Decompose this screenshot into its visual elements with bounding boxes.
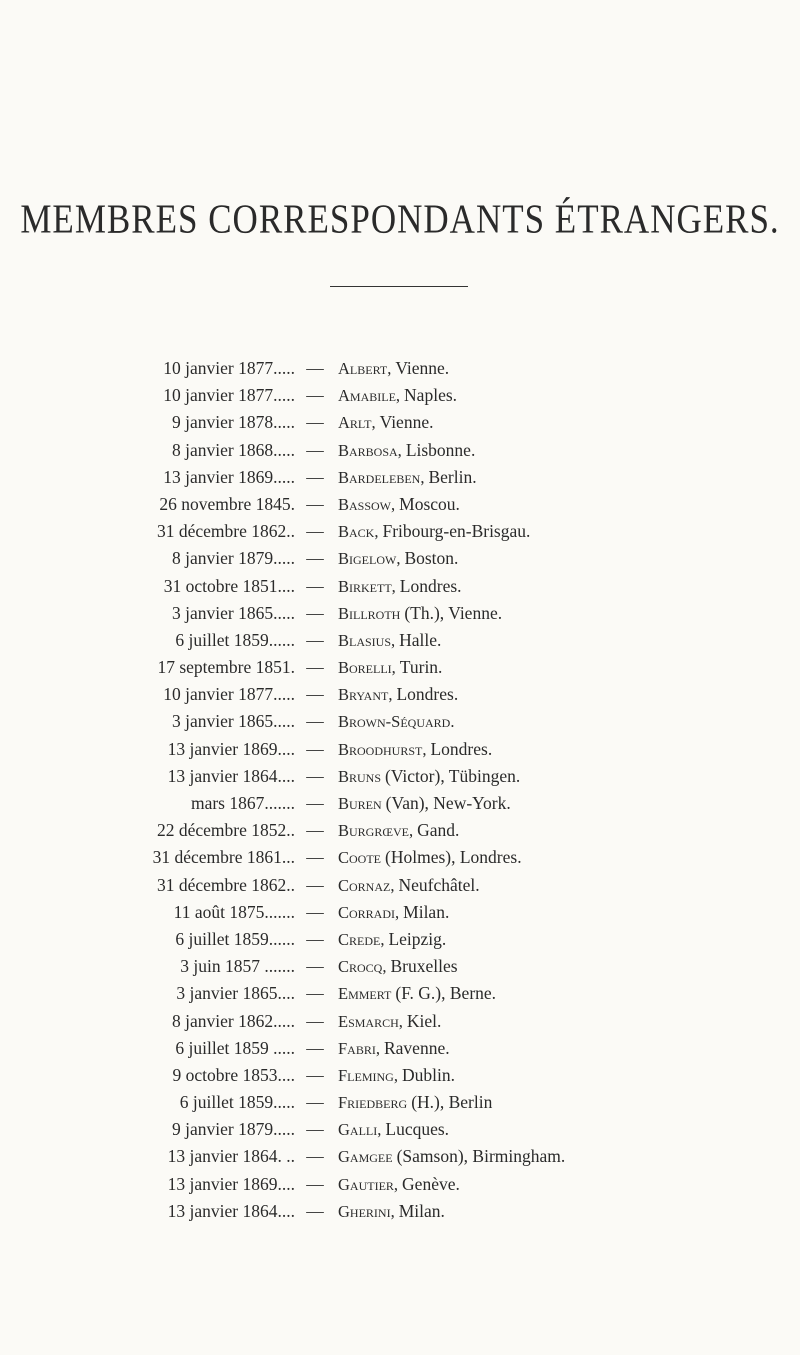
member-name: Billroth	[338, 603, 401, 623]
member-name: Crocq,	[338, 957, 387, 977]
member-entry	[0, 926, 800, 953]
entry-member	[338, 654, 442, 681]
member-entry	[0, 382, 800, 409]
entry-date: 22 décembre 1852..	[156, 820, 295, 841]
entry-dash: —	[306, 765, 324, 786]
entry-dash: —	[306, 1064, 324, 1085]
entry-dash: —	[306, 1092, 324, 1113]
member-place: Milan.	[398, 1200, 445, 1221]
title-rule	[330, 286, 468, 287]
entry-date: 3 juin 1857 .......	[180, 956, 295, 977]
entry-date: 3 janvier 1865....	[176, 983, 295, 1004]
member-entry	[0, 491, 800, 518]
member-place: Moscou.	[399, 493, 460, 514]
entry-dash: —	[306, 928, 324, 949]
member-entry	[0, 736, 800, 763]
member-entry	[0, 763, 800, 790]
member-entry	[0, 1116, 800, 1143]
entry-date: mars 1867.......	[190, 793, 295, 813]
entry-member	[338, 1008, 441, 1035]
entry-date: 3 janvier 1865.....	[172, 602, 295, 623]
member-place: Kiel.	[406, 1010, 442, 1031]
member-name: Barbosa,	[338, 440, 402, 460]
member-name: Crede,	[338, 929, 385, 949]
entry-member	[338, 545, 458, 572]
member-place: Londres.	[430, 738, 493, 759]
member-name: Bruns	[338, 766, 382, 786]
entry-dash: —	[306, 602, 324, 623]
member-name: Brown-Séquard.	[338, 712, 455, 732]
entry-member	[338, 926, 446, 953]
member-entry	[0, 409, 800, 436]
member-entry	[0, 872, 800, 899]
entry-date: 8 janvier 1868.....	[172, 439, 295, 460]
entry-dash: —	[306, 956, 324, 977]
entry-date: 31 décembre 1862..	[156, 521, 295, 542]
member-place: (Victor), Tübingen.	[385, 765, 521, 786]
entry-date: 31 octobre 1851....	[163, 575, 295, 596]
member-entry	[0, 953, 800, 980]
member-entry	[0, 1035, 800, 1062]
member-place: (F. G.), Berne.	[395, 983, 497, 1004]
entry-member	[338, 1035, 450, 1062]
entry-dash: —	[306, 793, 324, 813]
entry-date: 6 juillet 1859.....	[179, 1092, 295, 1113]
entry-date: 17 septembre 1851.	[157, 657, 295, 678]
entry-dash: —	[306, 1173, 324, 1194]
entry-dash: —	[306, 738, 324, 759]
entry-member	[338, 980, 496, 1007]
member-name: Fleming,	[338, 1065, 398, 1085]
member-name: Coote	[338, 848, 381, 868]
member-place: Fribourg-en-Brisgau.	[382, 521, 531, 542]
member-name: Esmarch,	[338, 1011, 403, 1031]
entry-member	[338, 464, 477, 491]
member-name: Gamgee	[338, 1147, 393, 1167]
entry-date: 31 décembre 1861...	[152, 847, 295, 868]
entry-dash: —	[306, 385, 324, 406]
member-place: (Samson), Birmingham.	[396, 1146, 566, 1167]
entry-dash: —	[306, 1119, 324, 1140]
entry-date: 13 janvier 1869.....	[163, 466, 295, 487]
member-entry	[0, 681, 800, 708]
member-entry	[0, 600, 800, 627]
member-name: Corradi,	[338, 902, 400, 922]
member-name: Arlt,	[338, 413, 376, 433]
member-place: Lucques.	[385, 1119, 450, 1140]
member-entry	[0, 708, 800, 735]
member-place: Milan.	[403, 901, 450, 922]
entry-member	[338, 627, 441, 654]
member-name: Albert,	[338, 359, 392, 378]
member-list	[0, 355, 800, 1225]
entry-dash: —	[306, 820, 324, 841]
entry-dash: —	[306, 1200, 324, 1221]
entry-member	[338, 763, 520, 790]
member-name: Blasius,	[338, 630, 396, 650]
member-name: Broodhurst,	[338, 739, 427, 759]
member-entry	[0, 1198, 800, 1225]
entry-member	[338, 518, 530, 545]
member-entry	[0, 790, 800, 817]
member-name: Bigelow,	[338, 549, 401, 569]
entry-date: 9 janvier 1879.....	[172, 1119, 295, 1140]
member-name: Bassow,	[338, 494, 396, 514]
member-place: Dublin.	[401, 1064, 455, 1085]
entry-date: 10 janvier 1877.....	[163, 385, 295, 406]
entry-date: 31 décembre 1862..	[156, 874, 295, 895]
entry-dash: —	[306, 629, 324, 650]
member-entry	[0, 627, 800, 654]
entry-date: 13 janvier 1864....	[167, 765, 295, 786]
entry-dash: —	[306, 711, 324, 732]
member-place: Vienne.	[395, 358, 450, 378]
entry-member	[338, 382, 457, 409]
entry-dash: —	[306, 575, 324, 596]
member-entry	[0, 1089, 800, 1116]
entry-dash: —	[306, 358, 324, 378]
member-name: Cornaz,	[338, 875, 395, 895]
entry-date: 13 janvier 1864....	[167, 1200, 295, 1221]
member-place: Neufchâtel.	[398, 874, 480, 895]
member-name: Buren	[338, 794, 382, 813]
entry-date: 6 juillet 1859 .....	[175, 1037, 295, 1058]
entry-member	[338, 708, 458, 735]
entry-member	[338, 409, 433, 436]
member-entry	[0, 654, 800, 681]
entry-dash: —	[306, 548, 324, 569]
entry-member	[338, 437, 475, 464]
member-place: (H.), Berlin	[411, 1092, 493, 1113]
member-place: Lisbonne.	[405, 439, 476, 460]
member-entry	[0, 355, 800, 382]
entry-dash: —	[306, 1010, 324, 1031]
member-name: Galli,	[338, 1120, 382, 1140]
entry-member	[338, 953, 458, 980]
member-name: Fabri,	[338, 1038, 380, 1058]
entry-member	[338, 600, 502, 627]
member-entry	[0, 545, 800, 572]
member-name: Bryant,	[338, 685, 393, 705]
member-entry	[0, 980, 800, 1007]
member-place: Genève.	[402, 1173, 460, 1194]
entry-date: 13 janvier 1864. ..	[167, 1146, 295, 1167]
entry-date: 6 juillet 1859......	[175, 928, 295, 949]
member-entry	[0, 437, 800, 464]
entry-date: 9 octobre 1853....	[172, 1064, 295, 1085]
member-name: Burgrœve,	[338, 821, 414, 841]
member-entry	[0, 1062, 800, 1089]
member-place: (Holmes), Londres.	[385, 847, 522, 868]
entry-date: 8 janvier 1862.....	[172, 1010, 295, 1031]
member-place: Turin.	[399, 657, 443, 678]
member-entry	[0, 844, 800, 871]
member-place: Londres.	[399, 575, 462, 596]
entry-member	[338, 790, 511, 817]
entry-member	[338, 1116, 449, 1143]
member-entry	[0, 573, 800, 600]
entry-member	[338, 1198, 445, 1225]
entry-member	[338, 1089, 492, 1116]
entry-date: 3 janvier 1865.....	[172, 711, 295, 732]
entry-date: 11 août 1875.......	[173, 901, 295, 922]
member-place: Londres.	[396, 684, 459, 705]
member-place: Gand.	[417, 820, 460, 841]
entry-member	[338, 899, 449, 926]
entry-member	[338, 1143, 565, 1170]
member-entry	[0, 518, 800, 545]
page-title: MEMBRES CORRESPONDANTS ÉTRANGERS.	[20, 196, 780, 243]
entry-member	[338, 872, 480, 899]
member-entry	[0, 817, 800, 844]
member-name: Gherini,	[338, 1201, 395, 1221]
entry-member	[338, 681, 458, 708]
entry-dash: —	[306, 439, 324, 460]
entry-dash: —	[306, 874, 324, 895]
member-place: Naples.	[404, 385, 458, 406]
entry-dash: —	[306, 657, 324, 678]
member-place: Ravenne.	[383, 1037, 450, 1058]
member-name: Back,	[338, 522, 379, 542]
entry-date: 9 janvier 1878.....	[172, 412, 295, 433]
member-name: Birkett,	[338, 576, 396, 596]
entry-dash: —	[306, 521, 324, 542]
member-place: Halle.	[399, 629, 442, 650]
member-place: Berlin.	[428, 466, 477, 487]
entry-dash: —	[306, 901, 324, 922]
entry-date: 10 janvier 1877.....	[163, 358, 295, 378]
entry-member	[338, 355, 449, 382]
member-entry	[0, 899, 800, 926]
member-place: (Th.), Vienne.	[404, 602, 503, 623]
entry-member	[338, 736, 492, 763]
entry-date: 6 juillet 1859......	[175, 629, 295, 650]
member-entry	[0, 1171, 800, 1198]
entry-date: 10 janvier 1877.....	[163, 684, 295, 705]
entry-member	[338, 573, 462, 600]
member-name: Amabile,	[338, 386, 401, 406]
member-name: Friedberg	[338, 1093, 408, 1113]
member-name: Bardeleben,	[338, 467, 425, 487]
member-entry	[0, 1008, 800, 1035]
entry-dash: —	[306, 684, 324, 705]
entry-member	[338, 491, 460, 518]
entry-dash: —	[306, 412, 324, 433]
entry-date: 26 novembre 1845.	[159, 493, 295, 514]
entry-date: 13 janvier 1869....	[167, 1173, 295, 1194]
entry-member	[338, 1171, 460, 1198]
member-place: Bruxelles	[390, 956, 458, 977]
member-place: Boston.	[404, 548, 459, 569]
member-entry	[0, 464, 800, 491]
member-place: (Van), New-York.	[385, 793, 511, 813]
entry-dash: —	[306, 847, 324, 868]
member-entry	[0, 1143, 800, 1170]
entry-date: 8 janvier 1879.....	[172, 548, 295, 569]
member-name: Emmert	[338, 984, 392, 1004]
entry-member	[338, 817, 459, 844]
entry-dash: —	[306, 983, 324, 1004]
member-name: Borelli,	[338, 658, 396, 678]
entry-member	[338, 1062, 455, 1089]
entry-dash: —	[306, 466, 324, 487]
entry-dash: —	[306, 1146, 324, 1167]
entry-dash: —	[306, 493, 324, 514]
entry-dash: —	[306, 1037, 324, 1058]
member-place: Vienne.	[379, 412, 434, 433]
member-name: Gautier,	[338, 1174, 399, 1194]
entry-date: 13 janvier 1869....	[167, 738, 295, 759]
entry-member	[338, 844, 522, 871]
member-place: Leipzig.	[388, 928, 447, 949]
